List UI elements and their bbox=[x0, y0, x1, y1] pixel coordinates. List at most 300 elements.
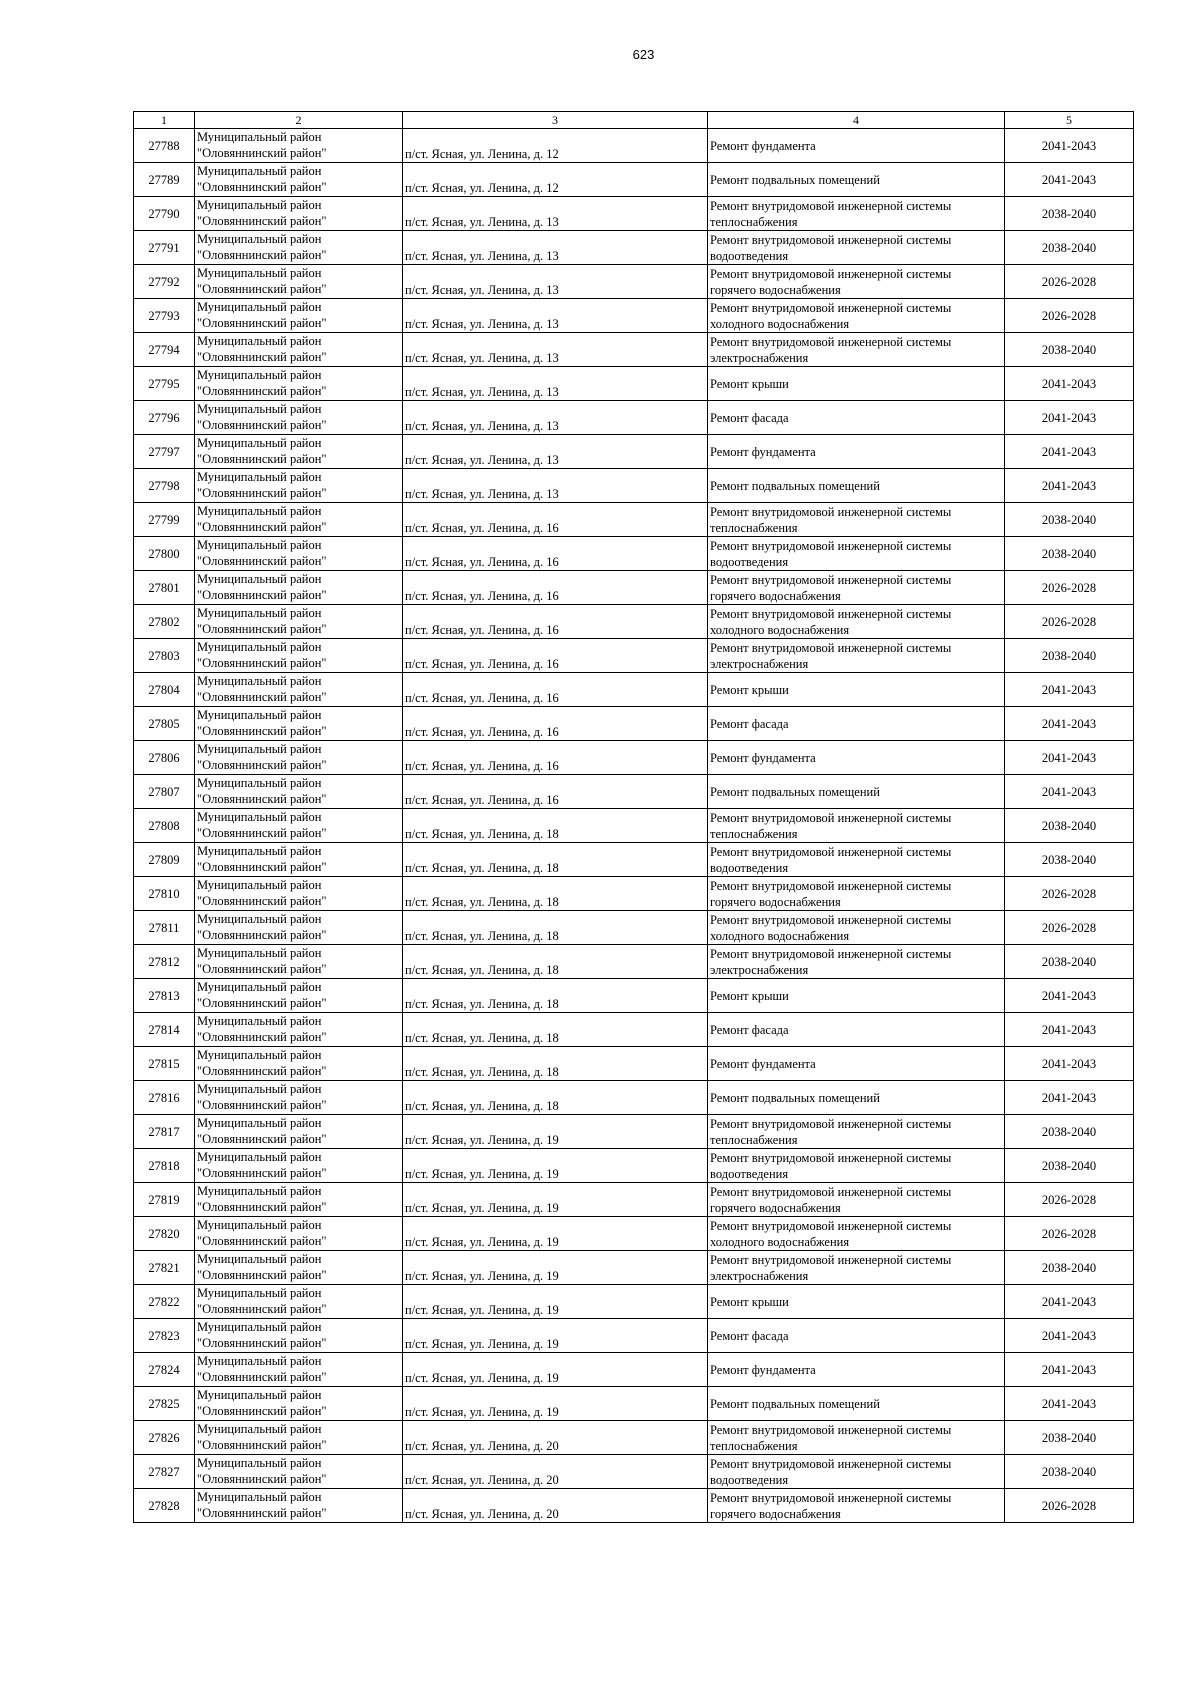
work-type-cell bbox=[708, 503, 1005, 537]
row-number-cell: 27819 bbox=[134, 1183, 195, 1217]
municipality-line: "Оловяннинский район" bbox=[197, 316, 327, 330]
address-cell: п/ст. Ясная, ул. Ленина, д. 16 bbox=[403, 537, 708, 571]
address-cell: п/ст. Ясная, ул. Ленина, д. 19 bbox=[403, 1115, 708, 1149]
municipality-cell bbox=[195, 129, 403, 163]
table-row bbox=[134, 1251, 1134, 1285]
row-number-cell: 27803 bbox=[134, 639, 195, 673]
row-number-cell: 27800 bbox=[134, 537, 195, 571]
work-type-line: Ремонт крыши bbox=[710, 376, 789, 391]
work-type-line: Ремонт подвальных помещений bbox=[710, 784, 880, 799]
period-cell: 2041-2043 bbox=[1005, 707, 1134, 741]
municipality-cell bbox=[195, 503, 403, 537]
work-type-cell bbox=[708, 1455, 1005, 1489]
work-type-line: холодного водоснабжения bbox=[710, 1234, 850, 1249]
work-type-line: теплоснабжения bbox=[710, 1438, 798, 1453]
table-row bbox=[134, 333, 1134, 367]
row-number-cell: 27825 bbox=[134, 1387, 195, 1421]
work-type-line: Ремонт подвальных помещений bbox=[710, 1396, 880, 1411]
table-row bbox=[134, 945, 1134, 979]
work-type-line: Ремонт внутридомовой инженерной системы bbox=[710, 1218, 952, 1233]
municipality-line: Муниципальный район bbox=[197, 334, 322, 348]
work-type-cell bbox=[708, 435, 1005, 469]
table-row bbox=[134, 809, 1134, 843]
column-header: 3 bbox=[403, 112, 708, 129]
table-row bbox=[134, 1285, 1134, 1319]
municipality-cell bbox=[195, 605, 403, 639]
table-row bbox=[134, 1217, 1134, 1251]
period-cell: 2038-2040 bbox=[1005, 1149, 1134, 1183]
row-number-cell: 27807 bbox=[134, 775, 195, 809]
municipality-cell bbox=[195, 809, 403, 843]
row-number-cell: 27820 bbox=[134, 1217, 195, 1251]
municipality-line: Муниципальный район bbox=[197, 776, 322, 790]
table-row bbox=[134, 1047, 1134, 1081]
work-type-line: Ремонт крыши bbox=[710, 1294, 789, 1309]
work-type-line: горячего водоснабжения bbox=[710, 1200, 841, 1215]
period-cell: 2026-2028 bbox=[1005, 605, 1134, 639]
work-type-line: Ремонт внутридомовой инженерной системы bbox=[710, 1490, 952, 1505]
municipality-line: "Оловяннинский район" bbox=[197, 1200, 327, 1214]
municipality-cell bbox=[195, 1013, 403, 1047]
municipality-line: Муниципальный район bbox=[197, 436, 322, 450]
period-cell: 2041-2043 bbox=[1005, 401, 1134, 435]
period-cell: 2026-2028 bbox=[1005, 571, 1134, 605]
work-type-cell bbox=[708, 1047, 1005, 1081]
work-type-cell bbox=[708, 843, 1005, 877]
row-number-cell: 27826 bbox=[134, 1421, 195, 1455]
work-type-line: Ремонт внутридомовой инженерной системы bbox=[710, 640, 952, 655]
address-cell: п/ст. Ясная, ул. Ленина, д. 18 bbox=[403, 945, 708, 979]
municipality-line: "Оловяннинский район" bbox=[197, 1132, 327, 1146]
row-number-cell: 27797 bbox=[134, 435, 195, 469]
table-body bbox=[134, 129, 1134, 1523]
work-type-line: электроснабжения bbox=[710, 1268, 809, 1283]
repair-schedule-table bbox=[133, 111, 1134, 1523]
municipality-line: Муниципальный район bbox=[197, 300, 322, 314]
work-type-cell bbox=[708, 1353, 1005, 1387]
work-type-cell bbox=[708, 367, 1005, 401]
municipality-line: Муниципальный район bbox=[197, 1116, 322, 1130]
table-row bbox=[134, 1115, 1134, 1149]
period-cell: 2038-2040 bbox=[1005, 537, 1134, 571]
row-number-cell: 27817 bbox=[134, 1115, 195, 1149]
municipality-line: "Оловяннинский район" bbox=[197, 894, 327, 908]
municipality-line: Муниципальный район bbox=[197, 640, 322, 654]
period-cell: 2038-2040 bbox=[1005, 1455, 1134, 1489]
address-cell: п/ст. Ясная, ул. Ленина, д. 18 bbox=[403, 911, 708, 945]
row-number-cell: 27791 bbox=[134, 231, 195, 265]
column-number-row bbox=[134, 112, 1134, 129]
table-row bbox=[134, 979, 1134, 1013]
work-type-cell bbox=[708, 231, 1005, 265]
work-type-line: Ремонт внутридомовой инженерной системы bbox=[710, 912, 952, 927]
address-cell: п/ст. Ясная, ул. Ленина, д. 18 bbox=[403, 809, 708, 843]
period-cell: 2026-2028 bbox=[1005, 911, 1134, 945]
row-number-cell: 27818 bbox=[134, 1149, 195, 1183]
municipality-line: "Оловяннинский район" bbox=[197, 962, 327, 976]
period-cell: 2041-2043 bbox=[1005, 129, 1134, 163]
municipality-line: "Оловяннинский район" bbox=[197, 1506, 327, 1520]
address-cell: п/ст. Ясная, ул. Ленина, д. 19 bbox=[403, 1285, 708, 1319]
row-number-cell: 27794 bbox=[134, 333, 195, 367]
municipality-line: Муниципальный район bbox=[197, 1422, 322, 1436]
municipality-line: Муниципальный район bbox=[197, 946, 322, 960]
work-type-line: электроснабжения bbox=[710, 656, 809, 671]
row-number-cell: 27799 bbox=[134, 503, 195, 537]
table-row bbox=[134, 775, 1134, 809]
period-cell: 2041-2043 bbox=[1005, 775, 1134, 809]
municipality-cell bbox=[195, 979, 403, 1013]
period-cell: 2038-2040 bbox=[1005, 231, 1134, 265]
address-cell: п/ст. Ясная, ул. Ленина, д. 19 bbox=[403, 1217, 708, 1251]
work-type-cell bbox=[708, 129, 1005, 163]
column-header: 1 bbox=[134, 112, 195, 129]
row-number-cell: 27811 bbox=[134, 911, 195, 945]
period-cell: 2041-2043 bbox=[1005, 741, 1134, 775]
municipality-line: "Оловяннинский район" bbox=[197, 350, 327, 364]
municipality-cell bbox=[195, 1251, 403, 1285]
address-cell: п/ст. Ясная, ул. Ленина, д. 13 bbox=[403, 469, 708, 503]
municipality-line: Муниципальный район bbox=[197, 1320, 322, 1334]
period-cell: 2041-2043 bbox=[1005, 163, 1134, 197]
work-type-line: Ремонт фундамента bbox=[710, 444, 816, 459]
municipality-line: Муниципальный район bbox=[197, 1082, 322, 1096]
municipality-line: "Оловяннинский район" bbox=[197, 520, 327, 534]
work-type-cell bbox=[708, 1115, 1005, 1149]
period-cell: 2026-2028 bbox=[1005, 299, 1134, 333]
row-number-cell: 27828 bbox=[134, 1489, 195, 1523]
period-cell: 2041-2043 bbox=[1005, 1013, 1134, 1047]
table-row bbox=[134, 163, 1134, 197]
municipality-cell bbox=[195, 1115, 403, 1149]
work-type-line: Ремонт внутридомовой инженерной системы bbox=[710, 232, 952, 247]
table-row bbox=[134, 367, 1134, 401]
work-type-line: водоотведения bbox=[710, 1166, 789, 1181]
period-cell: 2041-2043 bbox=[1005, 1285, 1134, 1319]
work-type-line: электроснабжения bbox=[710, 350, 809, 365]
work-type-line: горячего водоснабжения bbox=[710, 1506, 841, 1521]
municipality-cell bbox=[195, 1285, 403, 1319]
row-number-cell: 27793 bbox=[134, 299, 195, 333]
municipality-cell bbox=[195, 1489, 403, 1523]
municipality-line: "Оловяннинский район" bbox=[197, 1438, 327, 1452]
municipality-cell bbox=[195, 401, 403, 435]
table-row bbox=[134, 401, 1134, 435]
table-row bbox=[134, 299, 1134, 333]
table-row bbox=[134, 707, 1134, 741]
address-cell: п/ст. Ясная, ул. Ленина, д. 18 bbox=[403, 979, 708, 1013]
municipality-line: Муниципальный район bbox=[197, 164, 322, 178]
municipality-cell bbox=[195, 911, 403, 945]
work-type-cell bbox=[708, 265, 1005, 299]
table-row bbox=[134, 197, 1134, 231]
period-cell: 2041-2043 bbox=[1005, 1387, 1134, 1421]
row-number-cell: 27821 bbox=[134, 1251, 195, 1285]
address-cell: п/ст. Ясная, ул. Ленина, д. 13 bbox=[403, 197, 708, 231]
address-cell: п/ст. Ясная, ул. Ленина, д. 12 bbox=[403, 163, 708, 197]
work-type-line: Ремонт внутридомовой инженерной системы bbox=[710, 198, 952, 213]
address-cell: п/ст. Ясная, ул. Ленина, д. 20 bbox=[403, 1421, 708, 1455]
row-number-cell: 27816 bbox=[134, 1081, 195, 1115]
row-number-cell: 27790 bbox=[134, 197, 195, 231]
address-cell: п/ст. Ясная, ул. Ленина, д. 19 bbox=[403, 1319, 708, 1353]
work-type-line: холодного водоснабжения bbox=[710, 928, 850, 943]
municipality-line: "Оловяннинский район" bbox=[197, 384, 327, 398]
table-row bbox=[134, 435, 1134, 469]
row-number-cell: 27804 bbox=[134, 673, 195, 707]
period-cell: 2041-2043 bbox=[1005, 367, 1134, 401]
period-cell: 2026-2028 bbox=[1005, 877, 1134, 911]
period-cell: 2026-2028 bbox=[1005, 1489, 1134, 1523]
address-cell: п/ст. Ясная, ул. Ленина, д. 19 bbox=[403, 1183, 708, 1217]
municipality-cell bbox=[195, 1217, 403, 1251]
work-type-line: водоотведения bbox=[710, 248, 789, 263]
municipality-line: "Оловяннинский район" bbox=[197, 146, 327, 160]
table-row bbox=[134, 741, 1134, 775]
work-type-cell bbox=[708, 605, 1005, 639]
municipality-line: Муниципальный район bbox=[197, 266, 322, 280]
work-type-line: Ремонт внутридомовой инженерной системы bbox=[710, 538, 952, 553]
municipality-cell bbox=[195, 843, 403, 877]
work-type-cell bbox=[708, 639, 1005, 673]
municipality-line: "Оловяннинский район" bbox=[197, 622, 327, 636]
municipality-line: Муниципальный район bbox=[197, 470, 322, 484]
address-cell: п/ст. Ясная, ул. Ленина, д. 20 bbox=[403, 1489, 708, 1523]
work-type-cell bbox=[708, 877, 1005, 911]
municipality-cell bbox=[195, 571, 403, 605]
period-cell: 2038-2040 bbox=[1005, 843, 1134, 877]
municipality-cell bbox=[195, 877, 403, 911]
work-type-line: Ремонт фундамента bbox=[710, 1362, 816, 1377]
table-row bbox=[134, 1421, 1134, 1455]
work-type-cell bbox=[708, 1285, 1005, 1319]
municipality-cell bbox=[195, 299, 403, 333]
row-number-cell: 27812 bbox=[134, 945, 195, 979]
work-type-line: Ремонт внутридомовой инженерной системы bbox=[710, 810, 952, 825]
period-cell: 2038-2040 bbox=[1005, 1115, 1134, 1149]
address-cell: п/ст. Ясная, ул. Ленина, д. 13 bbox=[403, 265, 708, 299]
period-cell: 2041-2043 bbox=[1005, 1353, 1134, 1387]
work-type-cell bbox=[708, 979, 1005, 1013]
municipality-cell bbox=[195, 537, 403, 571]
work-type-line: Ремонт подвальных помещений bbox=[710, 478, 880, 493]
municipality-line: "Оловяннинский район" bbox=[197, 996, 327, 1010]
work-type-line: Ремонт фасада bbox=[710, 1328, 789, 1343]
work-type-line: Ремонт внутридомовой инженерной системы bbox=[710, 844, 952, 859]
row-number-cell: 27788 bbox=[134, 129, 195, 163]
work-type-line: Ремонт внутридомовой инженерной системы bbox=[710, 572, 952, 587]
row-number-cell: 27827 bbox=[134, 1455, 195, 1489]
municipality-line: "Оловяннинский район" bbox=[197, 1302, 327, 1316]
work-type-line: Ремонт внутридомовой инженерной системы bbox=[710, 606, 952, 621]
address-cell: п/ст. Ясная, ул. Ленина, д. 19 bbox=[403, 1353, 708, 1387]
row-number-cell: 27809 bbox=[134, 843, 195, 877]
municipality-cell bbox=[195, 945, 403, 979]
municipality-line: Муниципальный район bbox=[197, 606, 322, 620]
work-type-cell bbox=[708, 707, 1005, 741]
work-type-cell bbox=[708, 333, 1005, 367]
address-cell: п/ст. Ясная, ул. Ленина, д. 20 bbox=[403, 1455, 708, 1489]
municipality-line: Муниципальный район bbox=[197, 1150, 322, 1164]
work-type-cell bbox=[708, 197, 1005, 231]
address-cell: п/ст. Ясная, ул. Ленина, д. 13 bbox=[403, 367, 708, 401]
period-cell: 2026-2028 bbox=[1005, 1183, 1134, 1217]
work-type-line: Ремонт внутридомовой инженерной системы bbox=[710, 1252, 952, 1267]
row-number-cell: 27795 bbox=[134, 367, 195, 401]
address-cell: п/ст. Ясная, ул. Ленина, д. 16 bbox=[403, 707, 708, 741]
municipality-line: Муниципальный район bbox=[197, 504, 322, 518]
work-type-cell bbox=[708, 571, 1005, 605]
municipality-line: Муниципальный район bbox=[197, 742, 322, 756]
period-cell: 2041-2043 bbox=[1005, 1319, 1134, 1353]
row-number-cell: 27796 bbox=[134, 401, 195, 435]
work-type-line: водоотведения bbox=[710, 554, 789, 569]
municipality-cell bbox=[195, 1081, 403, 1115]
table-row bbox=[134, 129, 1134, 163]
municipality-cell bbox=[195, 673, 403, 707]
municipality-cell bbox=[195, 775, 403, 809]
municipality-line: "Оловяннинский район" bbox=[197, 1268, 327, 1282]
work-type-line: Ремонт фасада bbox=[710, 1022, 789, 1037]
row-number-cell: 27813 bbox=[134, 979, 195, 1013]
row-number-cell: 27808 bbox=[134, 809, 195, 843]
work-type-line: водоотведения bbox=[710, 860, 789, 875]
work-type-cell bbox=[708, 1387, 1005, 1421]
work-type-line: Ремонт внутридомовой инженерной системы bbox=[710, 1422, 952, 1437]
table-row bbox=[134, 503, 1134, 537]
address-cell: п/ст. Ясная, ул. Ленина, д. 19 bbox=[403, 1387, 708, 1421]
address-cell: п/ст. Ясная, ул. Ленина, д. 13 bbox=[403, 299, 708, 333]
work-type-line: холодного водоснабжения bbox=[710, 622, 850, 637]
work-type-cell bbox=[708, 163, 1005, 197]
municipality-line: "Оловяннинский район" bbox=[197, 180, 327, 194]
municipality-cell bbox=[195, 1149, 403, 1183]
municipality-cell bbox=[195, 333, 403, 367]
period-cell: 2041-2043 bbox=[1005, 469, 1134, 503]
work-type-line: Ремонт внутридомовой инженерной системы bbox=[710, 266, 952, 281]
municipality-line: "Оловяннинский район" bbox=[197, 724, 327, 738]
table-row bbox=[134, 1455, 1134, 1489]
municipality-line: "Оловяннинский район" bbox=[197, 1064, 327, 1078]
municipality-line: "Оловяннинский район" bbox=[197, 928, 327, 942]
address-cell: п/ст. Ясная, ул. Ленина, д. 13 bbox=[403, 435, 708, 469]
municipality-line: "Оловяннинский район" bbox=[197, 826, 327, 840]
municipality-line: Муниципальный район bbox=[197, 538, 322, 552]
municipality-line: "Оловяннинский район" bbox=[197, 282, 327, 296]
address-cell: п/ст. Ясная, ул. Ленина, д. 16 bbox=[403, 503, 708, 537]
address-cell: п/ст. Ясная, ул. Ленина, д. 13 bbox=[403, 401, 708, 435]
municipality-line: Муниципальный район bbox=[197, 1218, 322, 1232]
municipality-line: "Оловяннинский район" bbox=[197, 1404, 327, 1418]
work-type-cell bbox=[708, 741, 1005, 775]
work-type-line: Ремонт подвальных помещений bbox=[710, 172, 880, 187]
municipality-line: Муниципальный район bbox=[197, 1014, 322, 1028]
work-type-cell bbox=[708, 401, 1005, 435]
work-type-line: теплоснабжения bbox=[710, 214, 798, 229]
municipality-cell bbox=[195, 1353, 403, 1387]
municipality-line: "Оловяннинский район" bbox=[197, 1166, 327, 1180]
municipality-line: "Оловяннинский район" bbox=[197, 554, 327, 568]
period-cell: 2038-2040 bbox=[1005, 809, 1134, 843]
address-cell: п/ст. Ясная, ул. Ленина, д. 13 bbox=[403, 231, 708, 265]
work-type-line: водоотведения bbox=[710, 1472, 789, 1487]
table-row bbox=[134, 1319, 1134, 1353]
work-type-cell bbox=[708, 911, 1005, 945]
work-type-line: горячего водоснабжения bbox=[710, 894, 841, 909]
work-type-line: холодного водоснабжения bbox=[710, 316, 850, 331]
row-number-cell: 27814 bbox=[134, 1013, 195, 1047]
municipality-line: Муниципальный район bbox=[197, 1354, 322, 1368]
table-row bbox=[134, 469, 1134, 503]
municipality-cell bbox=[195, 741, 403, 775]
municipality-line: "Оловяннинский район" bbox=[197, 1336, 327, 1350]
work-type-cell bbox=[708, 945, 1005, 979]
work-type-line: Ремонт внутридомовой инженерной системы bbox=[710, 1116, 952, 1131]
work-type-line: Ремонт фундамента bbox=[710, 1056, 816, 1071]
municipality-line: "Оловяннинский район" bbox=[197, 758, 327, 772]
column-header: 5 bbox=[1005, 112, 1134, 129]
municipality-line: Муниципальный район bbox=[197, 708, 322, 722]
address-cell: п/ст. Ясная, ул. Ленина, д. 19 bbox=[403, 1251, 708, 1285]
work-type-cell bbox=[708, 1013, 1005, 1047]
address-cell: п/ст. Ясная, ул. Ленина, д. 18 bbox=[403, 843, 708, 877]
table-row bbox=[134, 911, 1134, 945]
period-cell: 2041-2043 bbox=[1005, 1047, 1134, 1081]
work-type-line: Ремонт внутридомовой инженерной системы bbox=[710, 1150, 952, 1165]
period-cell: 2041-2043 bbox=[1005, 979, 1134, 1013]
table-row bbox=[134, 1489, 1134, 1523]
municipality-line: "Оловяннинский район" bbox=[197, 1370, 327, 1384]
municipality-line: "Оловяннинский район" bbox=[197, 486, 327, 500]
table-row bbox=[134, 843, 1134, 877]
work-type-line: Ремонт внутридомовой инженерной системы bbox=[710, 1456, 952, 1471]
municipality-cell bbox=[195, 435, 403, 469]
work-type-cell bbox=[708, 1217, 1005, 1251]
municipality-cell bbox=[195, 639, 403, 673]
work-type-line: Ремонт крыши bbox=[710, 682, 789, 697]
work-type-line: теплоснабжения bbox=[710, 520, 798, 535]
work-type-line: Ремонт фундамента bbox=[710, 138, 816, 153]
municipality-line: Муниципальный район bbox=[197, 198, 322, 212]
municipality-cell bbox=[195, 707, 403, 741]
municipality-cell bbox=[195, 469, 403, 503]
municipality-line: Муниципальный район bbox=[197, 130, 322, 144]
municipality-line: Муниципальный район bbox=[197, 674, 322, 688]
work-type-line: Ремонт подвальных помещений bbox=[710, 1090, 880, 1105]
row-number-cell: 27792 bbox=[134, 265, 195, 299]
municipality-line: Муниципальный район bbox=[197, 402, 322, 416]
work-type-cell bbox=[708, 1319, 1005, 1353]
municipality-line: Муниципальный район bbox=[197, 572, 322, 586]
work-type-line: теплоснабжения bbox=[710, 1132, 798, 1147]
address-cell: п/ст. Ясная, ул. Ленина, д. 16 bbox=[403, 673, 708, 707]
work-type-cell bbox=[708, 673, 1005, 707]
work-type-line: Ремонт внутридомовой инженерной системы bbox=[710, 300, 952, 315]
municipality-cell bbox=[195, 197, 403, 231]
period-cell: 2026-2028 bbox=[1005, 1217, 1134, 1251]
address-cell: п/ст. Ясная, ул. Ленина, д. 13 bbox=[403, 333, 708, 367]
row-number-cell: 27810 bbox=[134, 877, 195, 911]
municipality-cell bbox=[195, 1455, 403, 1489]
work-type-line: Ремонт внутридомовой инженерной системы bbox=[710, 946, 952, 961]
municipality-cell bbox=[195, 1421, 403, 1455]
work-type-cell bbox=[708, 469, 1005, 503]
work-type-cell bbox=[708, 1149, 1005, 1183]
period-cell: 2038-2040 bbox=[1005, 197, 1134, 231]
municipality-line: "Оловяннинский район" bbox=[197, 690, 327, 704]
period-cell: 2041-2043 bbox=[1005, 673, 1134, 707]
period-cell: 2038-2040 bbox=[1005, 1251, 1134, 1285]
